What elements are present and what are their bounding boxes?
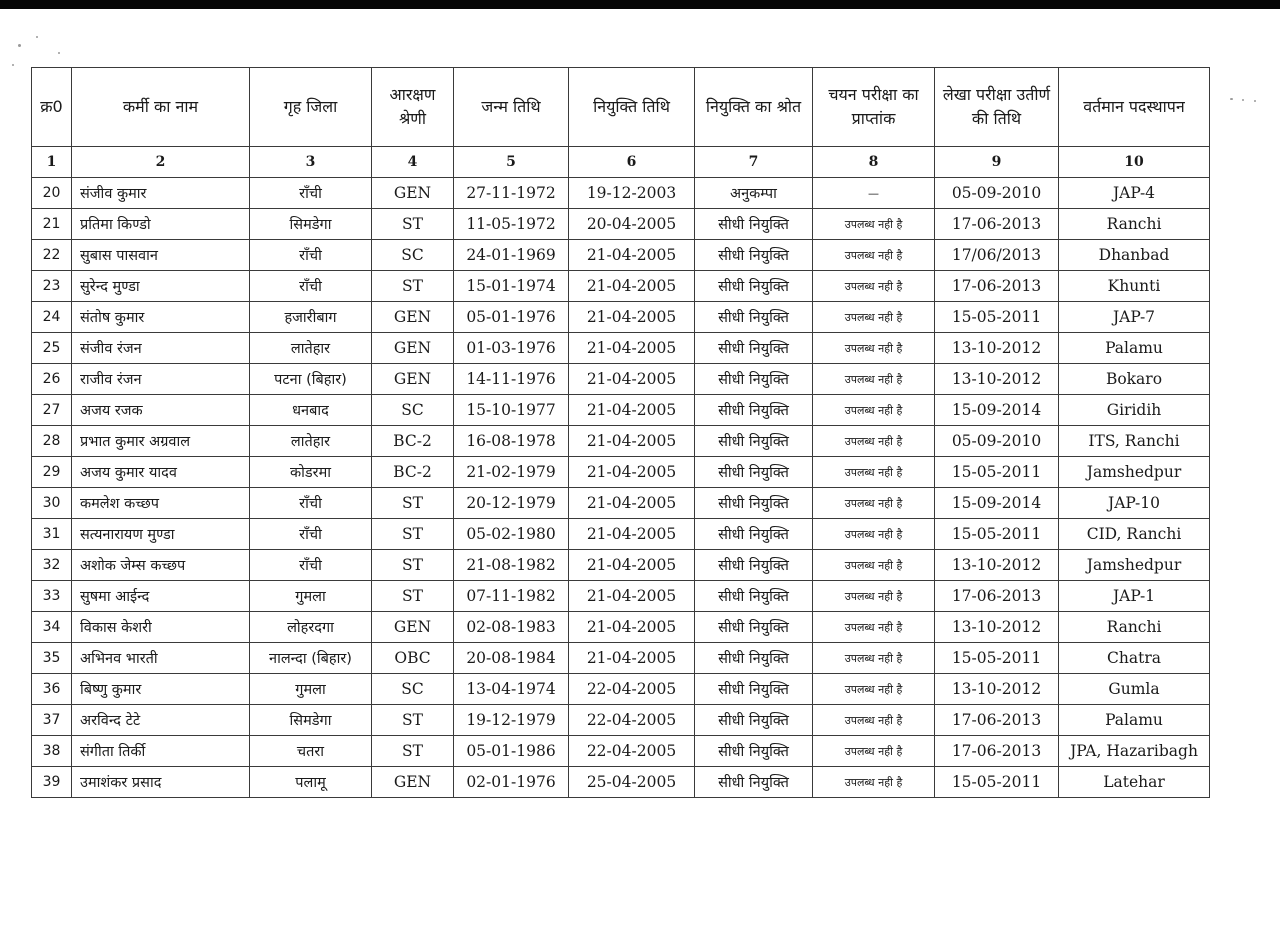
cell-appointment-source: सीधी नियुक्ति bbox=[695, 612, 813, 643]
cell-serial: 36 bbox=[32, 674, 72, 705]
cell-serial: 24 bbox=[32, 302, 72, 333]
cell-serial: 38 bbox=[32, 736, 72, 767]
table-row bbox=[32, 550, 1210, 581]
cell-appointment-source: सीधी नियुक्ति bbox=[695, 395, 813, 426]
cell-appointment-date: 21-04-2005 bbox=[569, 581, 695, 612]
cell-home-district: राँची bbox=[250, 271, 372, 302]
cell-appointment-date: 21-04-2005 bbox=[569, 519, 695, 550]
cell-selection-score: उपलब्ध नही है bbox=[813, 488, 935, 519]
cell-current-posting: Bokaro bbox=[1059, 364, 1210, 395]
cell-appointment-source: अनुकम्पा bbox=[695, 178, 813, 209]
col-number: 4 bbox=[372, 147, 454, 178]
cell-selection-score: उपलब्ध नही है bbox=[813, 333, 935, 364]
cell-selection-score: उपलब्ध नही है bbox=[813, 271, 935, 302]
cell-appointment-source: सीधी नियुक्ति bbox=[695, 209, 813, 240]
cell-home-district: लोहरदगा bbox=[250, 612, 372, 643]
col-header-audit-exam-date: लेखा परीक्षा उतीर्ण की तिथि bbox=[935, 68, 1059, 147]
cell-category: ST bbox=[372, 519, 454, 550]
cell-serial: 30 bbox=[32, 488, 72, 519]
cell-name: अजय रजक bbox=[72, 395, 250, 426]
cell-name: सुषमा आईन्द bbox=[72, 581, 250, 612]
scan-speck bbox=[1254, 100, 1256, 102]
cell-audit-exam-date: 17-06-2013 bbox=[935, 209, 1059, 240]
cell-appointment-source: सीधी नियुक्ति bbox=[695, 271, 813, 302]
col-number: 8 bbox=[813, 147, 935, 178]
cell-current-posting: Chatra bbox=[1059, 643, 1210, 674]
cell-name: संजीव रंजन bbox=[72, 333, 250, 364]
cell-selection-score: उपलब्ध नही है bbox=[813, 426, 935, 457]
cell-category: ST bbox=[372, 705, 454, 736]
cell-audit-exam-date: 15-05-2011 bbox=[935, 643, 1059, 674]
cell-birth-date: 15-10-1977 bbox=[454, 395, 569, 426]
cell-appointment-source: सीधी नियुक्ति bbox=[695, 240, 813, 271]
cell-audit-exam-date: 05-09-2010 bbox=[935, 426, 1059, 457]
table-row bbox=[32, 333, 1210, 364]
cell-category: ST bbox=[372, 209, 454, 240]
cell-current-posting: JAP-1 bbox=[1059, 581, 1210, 612]
cell-birth-date: 05-01-1986 bbox=[454, 736, 569, 767]
cell-appointment-date: 21-04-2005 bbox=[569, 302, 695, 333]
table-row bbox=[32, 488, 1210, 519]
table-body bbox=[32, 178, 1210, 798]
cell-birth-date: 05-02-1980 bbox=[454, 519, 569, 550]
cell-home-district: सिमडेगा bbox=[250, 209, 372, 240]
cell-serial: 29 bbox=[32, 457, 72, 488]
cell-current-posting: Palamu bbox=[1059, 333, 1210, 364]
staff-table bbox=[31, 67, 1210, 798]
cell-home-district: राँची bbox=[250, 550, 372, 581]
col-header-name: कर्मी का नाम bbox=[72, 68, 250, 147]
cell-selection-score: उपलब्ध नही है bbox=[813, 550, 935, 581]
cell-appointment-date: 21-04-2005 bbox=[569, 333, 695, 364]
cell-current-posting: Latehar bbox=[1059, 767, 1210, 798]
cell-category: ST bbox=[372, 488, 454, 519]
col-header-current-posting: वर्तमान पदस्थापन bbox=[1059, 68, 1210, 147]
cell-name: उमाशंकर प्रसाद bbox=[72, 767, 250, 798]
cell-appointment-source: सीधी नियुक्ति bbox=[695, 426, 813, 457]
cell-appointment-date: 21-04-2005 bbox=[569, 612, 695, 643]
cell-appointment-source: सीधी नियुक्ति bbox=[695, 705, 813, 736]
cell-appointment-date: 22-04-2005 bbox=[569, 736, 695, 767]
cell-home-district: राँची bbox=[250, 240, 372, 271]
cell-serial: 34 bbox=[32, 612, 72, 643]
cell-serial: 27 bbox=[32, 395, 72, 426]
cell-appointment-date: 19-12-2003 bbox=[569, 178, 695, 209]
cell-appointment-source: सीधी नियुक्ति bbox=[695, 519, 813, 550]
table-row bbox=[32, 612, 1210, 643]
scan-speck bbox=[58, 52, 60, 54]
table-row bbox=[32, 674, 1210, 705]
cell-appointment-date: 21-04-2005 bbox=[569, 457, 695, 488]
table-row bbox=[32, 364, 1210, 395]
cell-audit-exam-date: 13-10-2012 bbox=[935, 612, 1059, 643]
cell-audit-exam-date: 15-09-2014 bbox=[935, 395, 1059, 426]
cell-selection-score: उपलब्ध नही है bbox=[813, 302, 935, 333]
cell-appointment-date: 21-04-2005 bbox=[569, 550, 695, 581]
cell-serial: 28 bbox=[32, 426, 72, 457]
cell-name: अरविन्द टेटे bbox=[72, 705, 250, 736]
cell-current-posting: CID, Ranchi bbox=[1059, 519, 1210, 550]
cell-serial: 33 bbox=[32, 581, 72, 612]
cell-appointment-date: 22-04-2005 bbox=[569, 705, 695, 736]
cell-selection-score: उपलब्ध नही है bbox=[813, 581, 935, 612]
col-header-appointment-source: नियुक्ति का श्रोत bbox=[695, 68, 813, 147]
cell-current-posting: Dhanbad bbox=[1059, 240, 1210, 271]
cell-selection-score: उपलब्ध नही है bbox=[813, 767, 935, 798]
cell-home-district: लातेहार bbox=[250, 426, 372, 457]
cell-appointment-source: सीधी नियुक्ति bbox=[695, 333, 813, 364]
cell-appointment-source: सीधी नियुक्ति bbox=[695, 581, 813, 612]
cell-appointment-source: सीधी नियुक्ति bbox=[695, 488, 813, 519]
cell-selection-score: उपलब्ध नही है bbox=[813, 643, 935, 674]
col-number: 5 bbox=[454, 147, 569, 178]
cell-selection-score: उपलब्ध नही है bbox=[813, 457, 935, 488]
cell-birth-date: 21-08-1982 bbox=[454, 550, 569, 581]
cell-selection-score: उपलब्ध नही है bbox=[813, 736, 935, 767]
col-number: 3 bbox=[250, 147, 372, 178]
cell-home-district: धनबाद bbox=[250, 395, 372, 426]
scan-speck bbox=[1242, 99, 1244, 101]
staff-document bbox=[31, 67, 1209, 798]
col-number: 1 bbox=[32, 147, 72, 178]
cell-appointment-date: 22-04-2005 bbox=[569, 674, 695, 705]
cell-current-posting: JAP-10 bbox=[1059, 488, 1210, 519]
cell-selection-score: उपलब्ध नही है bbox=[813, 364, 935, 395]
cell-category: GEN bbox=[372, 333, 454, 364]
cell-selection-score: उपलब्ध नही है bbox=[813, 519, 935, 550]
cell-name: कमलेश कच्छप bbox=[72, 488, 250, 519]
col-header-serial: क्र0 bbox=[32, 68, 72, 147]
cell-home-district: गुमला bbox=[250, 674, 372, 705]
cell-birth-date: 13-04-1974 bbox=[454, 674, 569, 705]
cell-category: SC bbox=[372, 395, 454, 426]
cell-category: GEN bbox=[372, 364, 454, 395]
cell-audit-exam-date: 17-06-2013 bbox=[935, 271, 1059, 302]
table-row bbox=[32, 705, 1210, 736]
scan-speck bbox=[18, 44, 21, 47]
column-number-row bbox=[32, 147, 1210, 178]
cell-current-posting: Jamshedpur bbox=[1059, 550, 1210, 581]
cell-name: अशोक जेम्स कच्छप bbox=[72, 550, 250, 581]
col-header-home-district: गृह जिला bbox=[250, 68, 372, 147]
cell-name: प्रभात कुमार अग्रवाल bbox=[72, 426, 250, 457]
cell-category: GEN bbox=[372, 612, 454, 643]
col-number: 9 bbox=[935, 147, 1059, 178]
cell-home-district: गुमला bbox=[250, 581, 372, 612]
cell-name: प्रतिमा किण्डो bbox=[72, 209, 250, 240]
cell-audit-exam-date: 15-05-2011 bbox=[935, 767, 1059, 798]
cell-serial: 23 bbox=[32, 271, 72, 302]
cell-home-district: कोडरमा bbox=[250, 457, 372, 488]
cell-home-district: हजारीबाग bbox=[250, 302, 372, 333]
cell-appointment-source: सीधी नियुक्ति bbox=[695, 736, 813, 767]
cell-name: संजीव कुमार bbox=[72, 178, 250, 209]
cell-appointment-date: 25-04-2005 bbox=[569, 767, 695, 798]
cell-category: GEN bbox=[372, 302, 454, 333]
cell-name: सुरेन्द मुण्डा bbox=[72, 271, 250, 302]
cell-name: सत्यनारायण मुण्डा bbox=[72, 519, 250, 550]
cell-home-district: राँची bbox=[250, 178, 372, 209]
col-number: 2 bbox=[72, 147, 250, 178]
cell-audit-exam-date: 15-09-2014 bbox=[935, 488, 1059, 519]
cell-birth-date: 07-11-1982 bbox=[454, 581, 569, 612]
table-row bbox=[32, 581, 1210, 612]
cell-home-district: राँची bbox=[250, 519, 372, 550]
cell-serial: 39 bbox=[32, 767, 72, 798]
cell-audit-exam-date: 13-10-2012 bbox=[935, 674, 1059, 705]
cell-appointment-date: 21-04-2005 bbox=[569, 643, 695, 674]
table-row bbox=[32, 302, 1210, 333]
cell-current-posting: Ranchi bbox=[1059, 612, 1210, 643]
cell-current-posting: Giridih bbox=[1059, 395, 1210, 426]
table-row bbox=[32, 209, 1210, 240]
cell-name: संतोष कुमार bbox=[72, 302, 250, 333]
table-row bbox=[32, 271, 1210, 302]
cell-name: राजीव रंजन bbox=[72, 364, 250, 395]
cell-category: ST bbox=[372, 581, 454, 612]
cell-appointment-date: 20-04-2005 bbox=[569, 209, 695, 240]
cell-home-district: लातेहार bbox=[250, 333, 372, 364]
cell-appointment-date: 21-04-2005 bbox=[569, 488, 695, 519]
col-number: 7 bbox=[695, 147, 813, 178]
cell-audit-exam-date: 17-06-2013 bbox=[935, 736, 1059, 767]
cell-home-district: पटना (बिहार) bbox=[250, 364, 372, 395]
cell-appointment-date: 21-04-2005 bbox=[569, 240, 695, 271]
table-row bbox=[32, 767, 1210, 798]
scan-speck bbox=[12, 64, 14, 66]
cell-category: BC-2 bbox=[372, 457, 454, 488]
cell-serial: 21 bbox=[32, 209, 72, 240]
cell-category: OBC bbox=[372, 643, 454, 674]
cell-current-posting: Gumla bbox=[1059, 674, 1210, 705]
cell-audit-exam-date: 17-06-2013 bbox=[935, 705, 1059, 736]
cell-appointment-date: 21-04-2005 bbox=[569, 395, 695, 426]
scan-top-border bbox=[0, 0, 1280, 9]
cell-audit-exam-date: 15-05-2011 bbox=[935, 302, 1059, 333]
cell-selection-score: उपलब्ध नही है bbox=[813, 209, 935, 240]
cell-selection-score: उपलब्ध नही है bbox=[813, 705, 935, 736]
cell-audit-exam-date: 15-05-2011 bbox=[935, 519, 1059, 550]
cell-birth-date: 24-01-1969 bbox=[454, 240, 569, 271]
cell-selection-score: उपलब्ध नही है bbox=[813, 674, 935, 705]
cell-selection-score: उपलब्ध नही है bbox=[813, 240, 935, 271]
cell-category: SC bbox=[372, 240, 454, 271]
cell-current-posting: Ranchi bbox=[1059, 209, 1210, 240]
cell-appointment-date: 21-04-2005 bbox=[569, 364, 695, 395]
cell-category: BC-2 bbox=[372, 426, 454, 457]
cell-appointment-source: सीधी नियुक्ति bbox=[695, 550, 813, 581]
col-number: 6 bbox=[569, 147, 695, 178]
cell-audit-exam-date: 05-09-2010 bbox=[935, 178, 1059, 209]
col-header-appointment-date: नियुक्ति तिथि bbox=[569, 68, 695, 147]
cell-name: अजय कुमार यादव bbox=[72, 457, 250, 488]
table-row bbox=[32, 178, 1210, 209]
cell-serial: 26 bbox=[32, 364, 72, 395]
table-row bbox=[32, 240, 1210, 271]
table-header-row bbox=[32, 68, 1210, 147]
col-header-selection-score: चयन परीक्षा का प्राप्तांक bbox=[813, 68, 935, 147]
cell-serial: 35 bbox=[32, 643, 72, 674]
cell-category: SC bbox=[372, 674, 454, 705]
cell-current-posting: JAP-7 bbox=[1059, 302, 1210, 333]
col-number: 10 bbox=[1059, 147, 1210, 178]
cell-name: विकास केशरी bbox=[72, 612, 250, 643]
table-row bbox=[32, 519, 1210, 550]
cell-birth-date: 27-11-1972 bbox=[454, 178, 569, 209]
cell-home-district: सिमडेगा bbox=[250, 705, 372, 736]
cell-selection-score: उपलब्ध नही है bbox=[813, 395, 935, 426]
cell-birth-date: 20-08-1984 bbox=[454, 643, 569, 674]
cell-category: ST bbox=[372, 550, 454, 581]
cell-serial: 37 bbox=[32, 705, 72, 736]
cell-audit-exam-date: 17-06-2013 bbox=[935, 581, 1059, 612]
scan-speck bbox=[36, 36, 38, 38]
cell-current-posting: Palamu bbox=[1059, 705, 1210, 736]
cell-home-district: चतरा bbox=[250, 736, 372, 767]
table-row bbox=[32, 736, 1210, 767]
cell-appointment-source: सीधी नियुक्ति bbox=[695, 457, 813, 488]
cell-home-district: नालन्दा (बिहार) bbox=[250, 643, 372, 674]
cell-birth-date: 02-01-1976 bbox=[454, 767, 569, 798]
cell-birth-date: 14-11-1976 bbox=[454, 364, 569, 395]
cell-birth-date: 21-02-1979 bbox=[454, 457, 569, 488]
cell-appointment-source: सीधी नियुक्ति bbox=[695, 767, 813, 798]
cell-audit-exam-date: 17/06/2013 bbox=[935, 240, 1059, 271]
cell-audit-exam-date: 13-10-2012 bbox=[935, 550, 1059, 581]
cell-serial: 22 bbox=[32, 240, 72, 271]
cell-name: सुबास पासवान bbox=[72, 240, 250, 271]
cell-audit-exam-date: 13-10-2012 bbox=[935, 364, 1059, 395]
cell-birth-date: 15-01-1974 bbox=[454, 271, 569, 302]
cell-category: GEN bbox=[372, 178, 454, 209]
cell-name: बिष्णु कुमार bbox=[72, 674, 250, 705]
cell-birth-date: 05-01-1976 bbox=[454, 302, 569, 333]
cell-birth-date: 02-08-1983 bbox=[454, 612, 569, 643]
cell-category: GEN bbox=[372, 767, 454, 798]
cell-birth-date: 16-08-1978 bbox=[454, 426, 569, 457]
cell-birth-date: 20-12-1979 bbox=[454, 488, 569, 519]
table-row bbox=[32, 457, 1210, 488]
table-row bbox=[32, 643, 1210, 674]
cell-serial: 20 bbox=[32, 178, 72, 209]
cell-appointment-date: 21-04-2005 bbox=[569, 271, 695, 302]
cell-current-posting: JPA, Hazaribagh bbox=[1059, 736, 1210, 767]
cell-serial: 25 bbox=[32, 333, 72, 364]
cell-appointment-source: सीधी नियुक्ति bbox=[695, 674, 813, 705]
cell-serial: 32 bbox=[32, 550, 72, 581]
col-header-birth-date: जन्म तिथि bbox=[454, 68, 569, 147]
cell-appointment-source: सीधी नियुक्ति bbox=[695, 302, 813, 333]
scan-speck bbox=[1230, 98, 1233, 100]
cell-appointment-source: सीधी नियुक्ति bbox=[695, 364, 813, 395]
cell-appointment-date: 21-04-2005 bbox=[569, 426, 695, 457]
cell-selection-score: उपलब्ध नही है bbox=[813, 612, 935, 643]
table-row bbox=[32, 426, 1210, 457]
cell-audit-exam-date: 13-10-2012 bbox=[935, 333, 1059, 364]
cell-birth-date: 19-12-1979 bbox=[454, 705, 569, 736]
cell-selection-score: — bbox=[813, 178, 935, 209]
cell-home-district: राँची bbox=[250, 488, 372, 519]
cell-audit-exam-date: 15-05-2011 bbox=[935, 457, 1059, 488]
cell-category: ST bbox=[372, 271, 454, 302]
cell-current-posting: Khunti bbox=[1059, 271, 1210, 302]
cell-appointment-source: सीधी नियुक्ति bbox=[695, 643, 813, 674]
cell-current-posting: JAP-4 bbox=[1059, 178, 1210, 209]
cell-serial: 31 bbox=[32, 519, 72, 550]
table-row bbox=[32, 395, 1210, 426]
cell-name: संगीता तिर्की bbox=[72, 736, 250, 767]
cell-current-posting: Jamshedpur bbox=[1059, 457, 1210, 488]
cell-home-district: पलामू bbox=[250, 767, 372, 798]
cell-current-posting: ITS, Ranchi bbox=[1059, 426, 1210, 457]
col-header-reservation-category: आरक्षण श्रेणी bbox=[372, 68, 454, 147]
cell-name: अभिनव भारती bbox=[72, 643, 250, 674]
cell-birth-date: 01-03-1976 bbox=[454, 333, 569, 364]
cell-category: ST bbox=[372, 736, 454, 767]
cell-birth-date: 11-05-1972 bbox=[454, 209, 569, 240]
